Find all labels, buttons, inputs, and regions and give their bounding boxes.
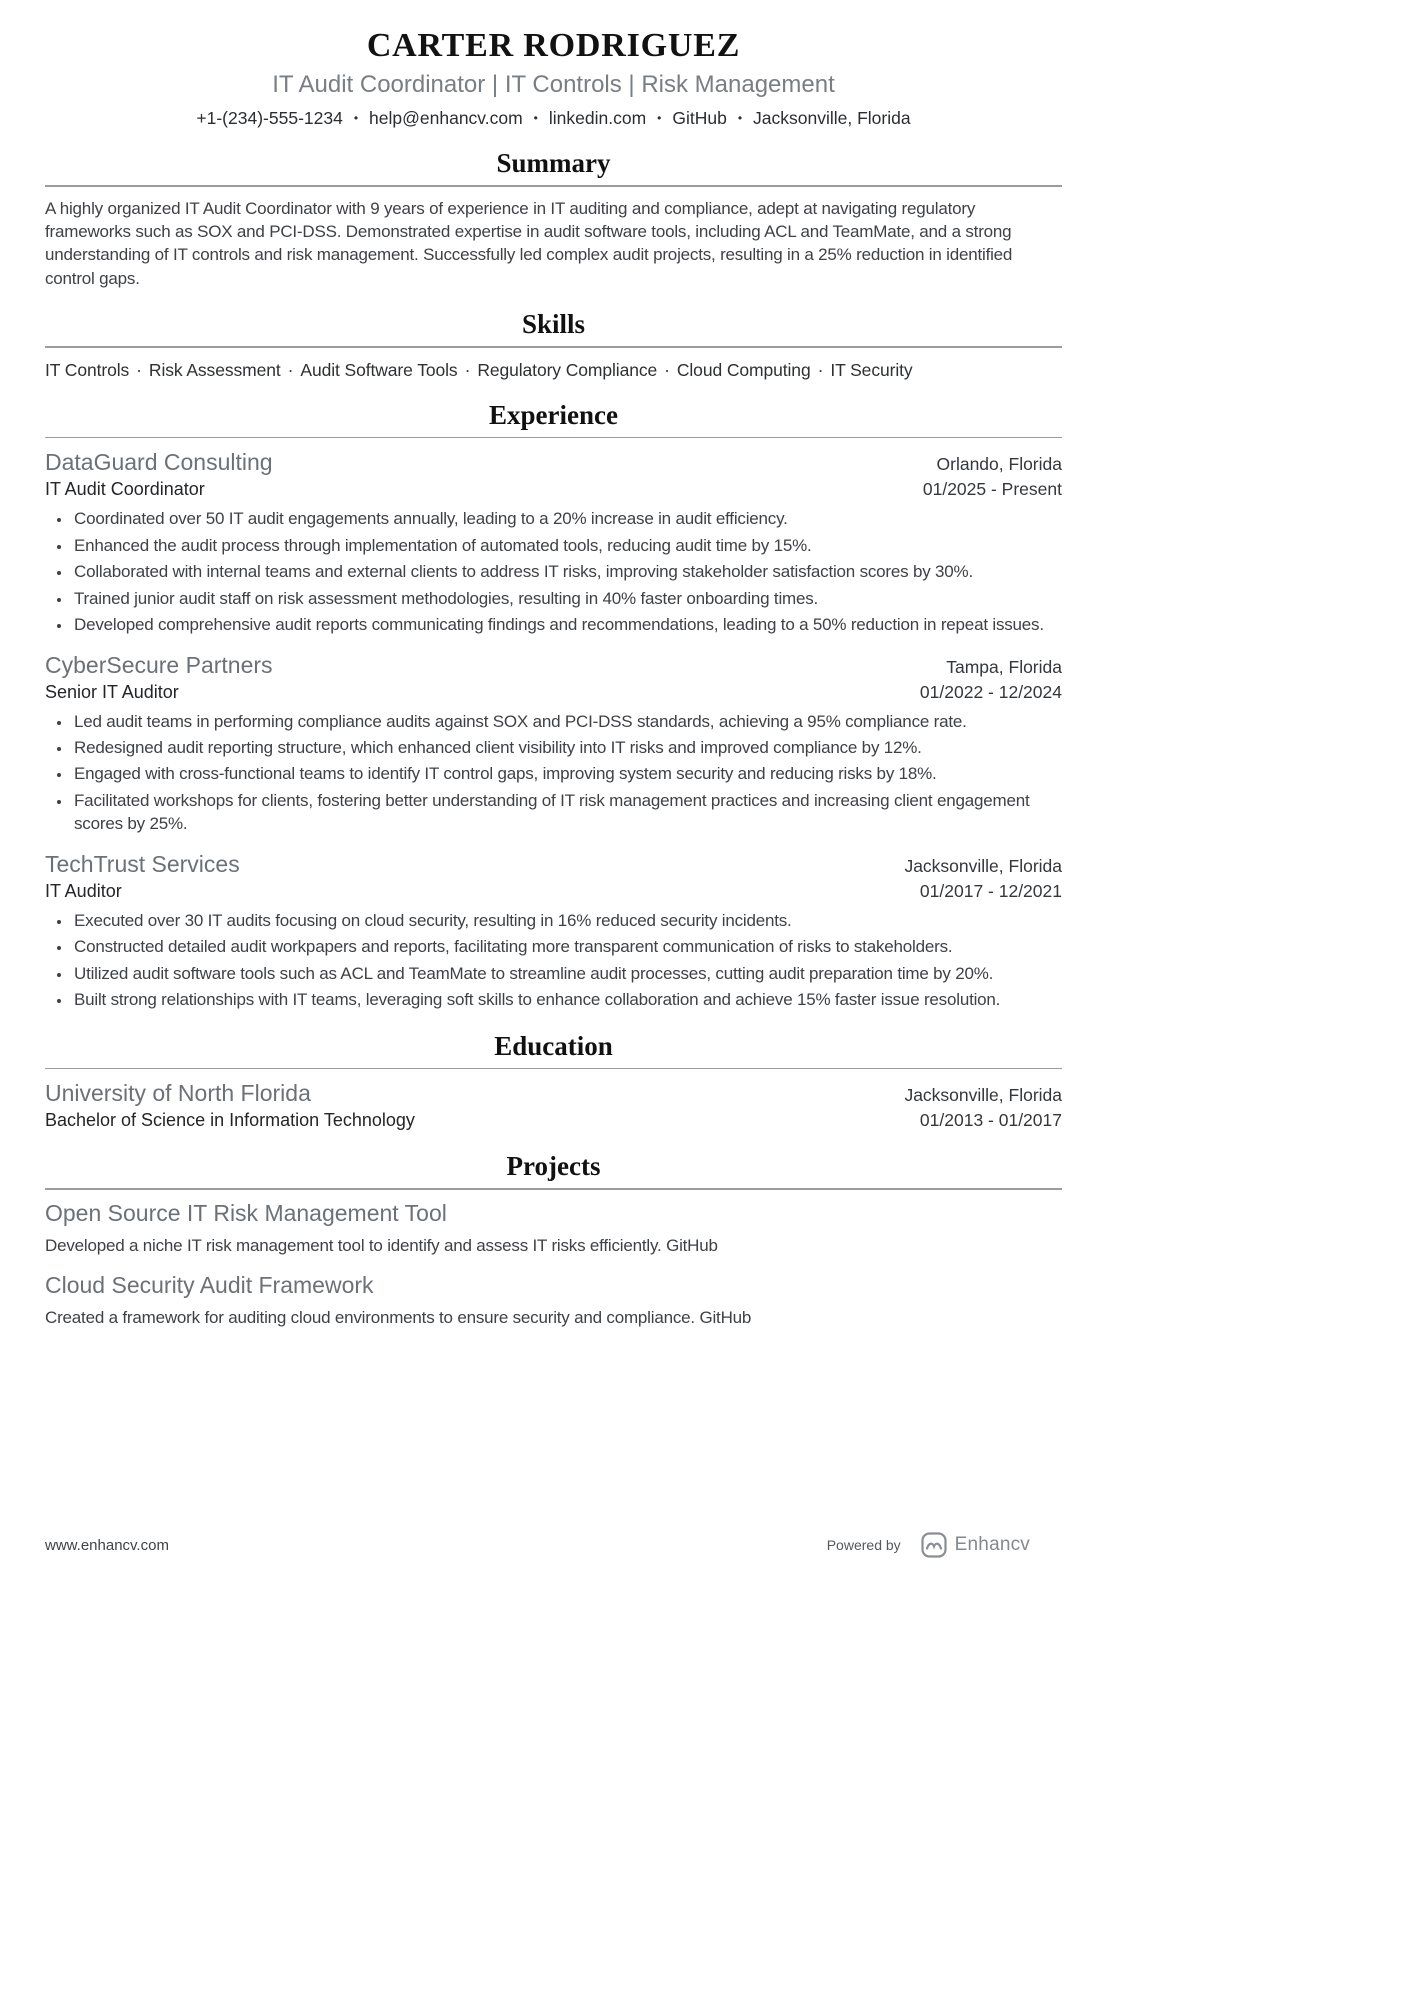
skills-list (45, 360, 1062, 381)
bullet-item: • Redesigned audit reporting structure, which enhanced client visibility into IT risks and improved compliance by 12%. (72, 736, 1062, 759)
section-divider (45, 437, 1062, 439)
project-description-text: Developed a niche IT risk management tool to identify and assess IT risks efficiently. (45, 1235, 662, 1255)
education-dates: 01/2013 - 01/2017 (919, 1110, 1062, 1131)
bullet-list (45, 909, 1062, 1012)
section-divider (45, 1188, 1062, 1190)
phone-number[interactable]: +1-(234)-555-1234 (196, 108, 343, 128)
page-footer (45, 1532, 1062, 1558)
company-name: CyberSecure Partners (45, 651, 273, 678)
bullet-item: • Facilitated workshops for clients, fostering better understanding of IT risk management practices and increasing client engagement scores by 25%. (72, 789, 1062, 836)
contact-line (45, 108, 1062, 129)
section-heading-skills: Skills (521, 309, 586, 340)
email-link[interactable]: help@enhancv.com (369, 108, 523, 128)
bullet-item: • Engaged with cross-functional teams to identify IT control gaps, improving system security and reducing risks by 18%. (72, 762, 1062, 785)
section-divider (45, 185, 1062, 187)
github-link[interactable]: GitHub (672, 108, 727, 128)
bullet-item: • Developed comprehensive audit reports communicating findings and recommendations, leading to a 50% reduction in repeat issues. (72, 613, 1062, 636)
dot-separator: · (287, 359, 294, 380)
skill-item: Regulatory Compliance (477, 359, 658, 380)
project-description-text: Created a framework for auditing cloud environments to ensure security and compliance. (45, 1308, 695, 1328)
bullet-item: • Collaborated with internal teams and external clients to address IT risks, improving stakeholder satisfaction scores by 30%. (72, 560, 1062, 583)
company-location: Orlando, Florida (936, 454, 1062, 475)
bullet-list (45, 507, 1062, 636)
education-entry (45, 1080, 1062, 1132)
job-dates: 01/2025 - Present (922, 479, 1062, 500)
bullet-item: • Led audit teams in performing compliance audits against SOX and PCI-DSS standards, achieving a 95% compliance rate. (72, 710, 1062, 733)
job-title: IT Audit Coordinator (45, 479, 205, 500)
company-name: DataGuard Consulting (45, 449, 273, 476)
bullet-separator: • (737, 111, 743, 125)
bullet-item: • Constructed detailed audit workpapers and reports, facilitating more transparent communication of risks to stakeholders. (72, 935, 1062, 958)
experience-entry (45, 449, 1062, 636)
experience-entry (45, 851, 1062, 1012)
project-description (45, 1234, 1062, 1257)
project-entry (45, 1272, 1062, 1329)
school-location: Jacksonville, Florida (904, 1085, 1062, 1106)
powered-by (827, 1532, 1030, 1558)
company-location: Tampa, Florida (946, 656, 1062, 677)
skill-item: Cloud Computing (676, 359, 811, 380)
job-title: IT Auditor (45, 880, 122, 901)
dot-separator: · (664, 359, 670, 380)
project-title: Open Source IT Risk Management Tool (45, 1199, 447, 1226)
job-dates: 01/2022 - 12/2024 (919, 681, 1062, 702)
candidate-title: IT Audit Coordinator | IT Controls | Risk Management (272, 71, 835, 98)
bullet-item: • Enhanced the audit process through implementation of automated tools, reducing audit time by 15%. (72, 534, 1062, 557)
company-name: TechTrust Services (45, 850, 240, 877)
bullet-separator: • (353, 111, 359, 125)
summary-text: A highly organized IT Audit Coordinator with 9 years of experience in IT auditing and compliance, adept at navigating regulatory frameworks such as SOX and PCI-DSS. Demonstrated expertise in audit software tools, including ACL and TeamMate, and a strong understanding of IT controls and risk management. Successfully led complex audit projects, resulting in a 25% reduction in identified control gaps. (45, 198, 1013, 288)
bullet-item: • Executed over 30 IT audits focusing on cloud security, resulting in 16% reduced security incidents. (72, 909, 1062, 932)
dot-separator: · (136, 359, 142, 380)
project-title: Cloud Security Audit Framework (45, 1272, 374, 1299)
skill-item: IT Security (830, 359, 913, 380)
linkedin-link[interactable]: linkedin.com (548, 108, 647, 128)
degree-name: Bachelor of Science in Information Technology (45, 1110, 415, 1131)
job-dates: 01/2017 - 12/2021 (919, 880, 1062, 901)
bullet-item: • Trained junior audit staff on risk assessment methodologies, resulting in 40% faster onboarding times. (72, 587, 1062, 610)
bullet-item: • Built strong relationships with IT teams, leveraging soft skills to enhance collaboration and achieve 15% faster issue resolution. (72, 988, 1062, 1011)
bullet-separator: • (657, 111, 662, 125)
section-heading-summary: Summary (496, 148, 611, 178)
section-divider (45, 1068, 1062, 1070)
skill-item: Risk Assessment (148, 359, 281, 380)
school-name: University of North Florida (45, 1080, 311, 1107)
dot-separator: · (464, 359, 471, 380)
section-heading-experience: Experience (489, 399, 618, 430)
bullet-separator: • (533, 111, 538, 125)
project-github-link[interactable]: GitHub (666, 1235, 718, 1255)
enhancv-brand-label[interactable]: Enhancv (954, 1534, 1030, 1555)
dot-separator: · (817, 359, 824, 380)
project-description (45, 1306, 1062, 1329)
job-title: Senior IT Auditor (45, 681, 179, 702)
section-divider (45, 346, 1062, 348)
bullet-item: • Utilized audit software tools such as ACL and TeamMate to streamline audit processes, cutting audit preparation time by 20%. (72, 962, 1062, 985)
experience-entry (45, 652, 1062, 836)
project-github-link[interactable]: GitHub (699, 1308, 752, 1328)
enhancv-logo-icon[interactable] (921, 1532, 947, 1558)
skill-item: Audit Software Tools (300, 359, 458, 380)
powered-by-label: Powered by (826, 1537, 901, 1553)
bullet-item: • Coordinated over 50 IT audit engagements annually, leading to a 20% increase in audit efficiency. (72, 507, 1062, 530)
candidate-name: CARTER RODRIGUEZ (366, 27, 741, 64)
section-heading-projects: Projects (506, 1151, 601, 1182)
enhancv-site-link[interactable]: www.enhancv.com (45, 1536, 169, 1554)
project-entry (45, 1200, 1062, 1257)
bullet-list (45, 710, 1062, 836)
section-heading-education: Education (494, 1030, 613, 1061)
skill-item: IT Controls (45, 359, 130, 380)
location-text: Jacksonville, Florida (753, 108, 911, 128)
company-location: Jacksonville, Florida (904, 855, 1062, 876)
